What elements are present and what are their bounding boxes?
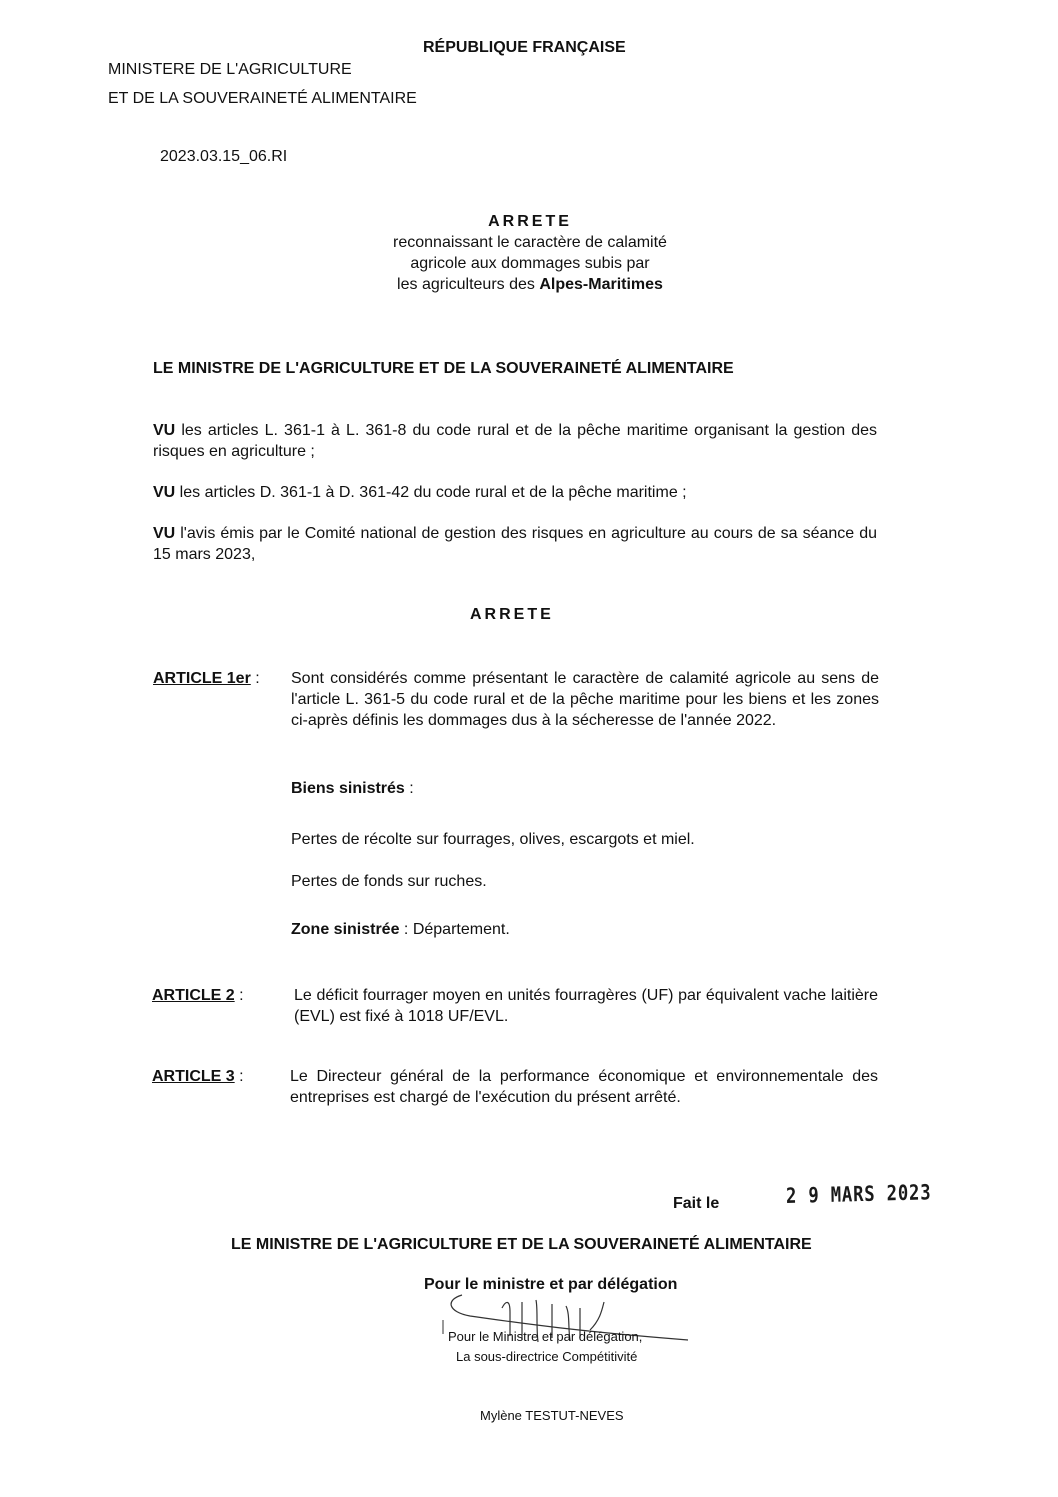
goods-label: Biens sinistrés [291, 780, 405, 797]
ministry-line-1: MINISTERE DE L'AGRICULTURE [108, 61, 352, 78]
decree-heading: ARRETE [470, 606, 554, 623]
consideration-2 [153, 482, 877, 503]
title-subtitle-3-prefix: les agriculteurs des [397, 276, 540, 293]
goods-item-2: Pertes de fonds sur ruches. [291, 873, 487, 890]
title-heading: ARRETE [488, 213, 572, 230]
signatory-last-name: TESTUT-NEVES [525, 1408, 624, 1423]
article-1-label [153, 668, 260, 689]
minister-heading: LE MINISTRE DE L'AGRICULTURE ET DE LA SOUVERAINETÉ ALIMENTAIRE [153, 360, 734, 377]
article-3-label [152, 1066, 244, 1087]
article-1-title: ARTICLE 1er [153, 670, 251, 687]
title-department: Alpes-Maritimes [539, 276, 663, 293]
article-2-title: ARTICLE 2 [152, 987, 235, 1004]
title-subtitle-2: agricole aux dommages subis par [410, 255, 650, 272]
article-3-text: Le Directeur général de la performance économique et environnementale des entreprises est chargé de l'exécution du présent arrêté. [290, 1068, 878, 1106]
article-2-sep: : [234, 987, 244, 1004]
title-subtitle-1: reconnaissant le caractère de calamité [393, 234, 667, 251]
article-2-text: Le déficit fourrager moyen en unités fourragères (UF) par équivalent vache laitière (EVL) est fixé à 1018 UF/EVL. [294, 987, 878, 1025]
delegation-line: Pour le ministre et par délégation [424, 1276, 678, 1293]
zone-text: : Département. [399, 921, 510, 938]
zone-line [291, 919, 510, 940]
stamp-line-2: La sous-directrice Compétitivité [456, 1349, 638, 1364]
goods-sep: : [404, 780, 414, 797]
consideration-text: les articles L. 361-1 à L. 361-8 du code rural et de la pêche maritime organisant la gestion des risques en agriculture ; [153, 422, 877, 460]
vu-label: VU [153, 422, 176, 439]
title-subtitle-3 [330, 274, 730, 295]
article-3-sep: : [234, 1068, 244, 1085]
article-2-label [152, 985, 244, 1006]
signatory-first-name: Mylène [480, 1408, 526, 1423]
reference-number: 2023.03.15_06.RI [160, 148, 288, 165]
consideration-text: les articles D. 361-1 à D. 361-42 du code rural et de la pêche maritime ; [175, 484, 687, 501]
article-1-text: Sont considérés comme présentant le caractère de calamité agricole au sens de l'article L. 361-5 du code rural et de la pêche maritime pour les biens et les zones ci-après définis les dommages dus à la sécheresse de l'année 2022. [291, 670, 879, 729]
article-1-sep: : [250, 670, 260, 687]
article-3-title: ARTICLE 3 [152, 1068, 235, 1085]
signatory-name [480, 1407, 624, 1424]
done-at-label: Fait le [673, 1195, 720, 1212]
vu-label: VU [153, 525, 176, 542]
signature-minister: LE MINISTRE DE L'AGRICULTURE ET DE LA SOUVERAINETÉ ALIMENTAIRE [231, 1236, 812, 1253]
consideration-text: l'avis émis par le Comité national de gestion des risques en agriculture au cours de sa séance du 15 mars 2023, [153, 525, 877, 563]
zone-label: Zone sinistrée [291, 921, 400, 938]
goods-item-1: Pertes de récolte sur fourrages, olives, escargots et miel. [291, 831, 695, 848]
goods-heading [291, 778, 414, 799]
consideration-3 [153, 523, 877, 565]
consideration-1 [153, 420, 877, 462]
title-block [330, 211, 730, 295]
republic-label: RÉPUBLIQUE FRANÇAISE [423, 39, 626, 56]
ministry-line-2: ET DE LA SOUVERAINETÉ ALIMENTAIRE [108, 90, 417, 107]
vu-label: VU [153, 484, 176, 501]
stamp-line-1: Pour le Ministre et par délégation, [448, 1329, 643, 1344]
date-stamp: 2 9 MARS 2023 [785, 1180, 932, 1208]
